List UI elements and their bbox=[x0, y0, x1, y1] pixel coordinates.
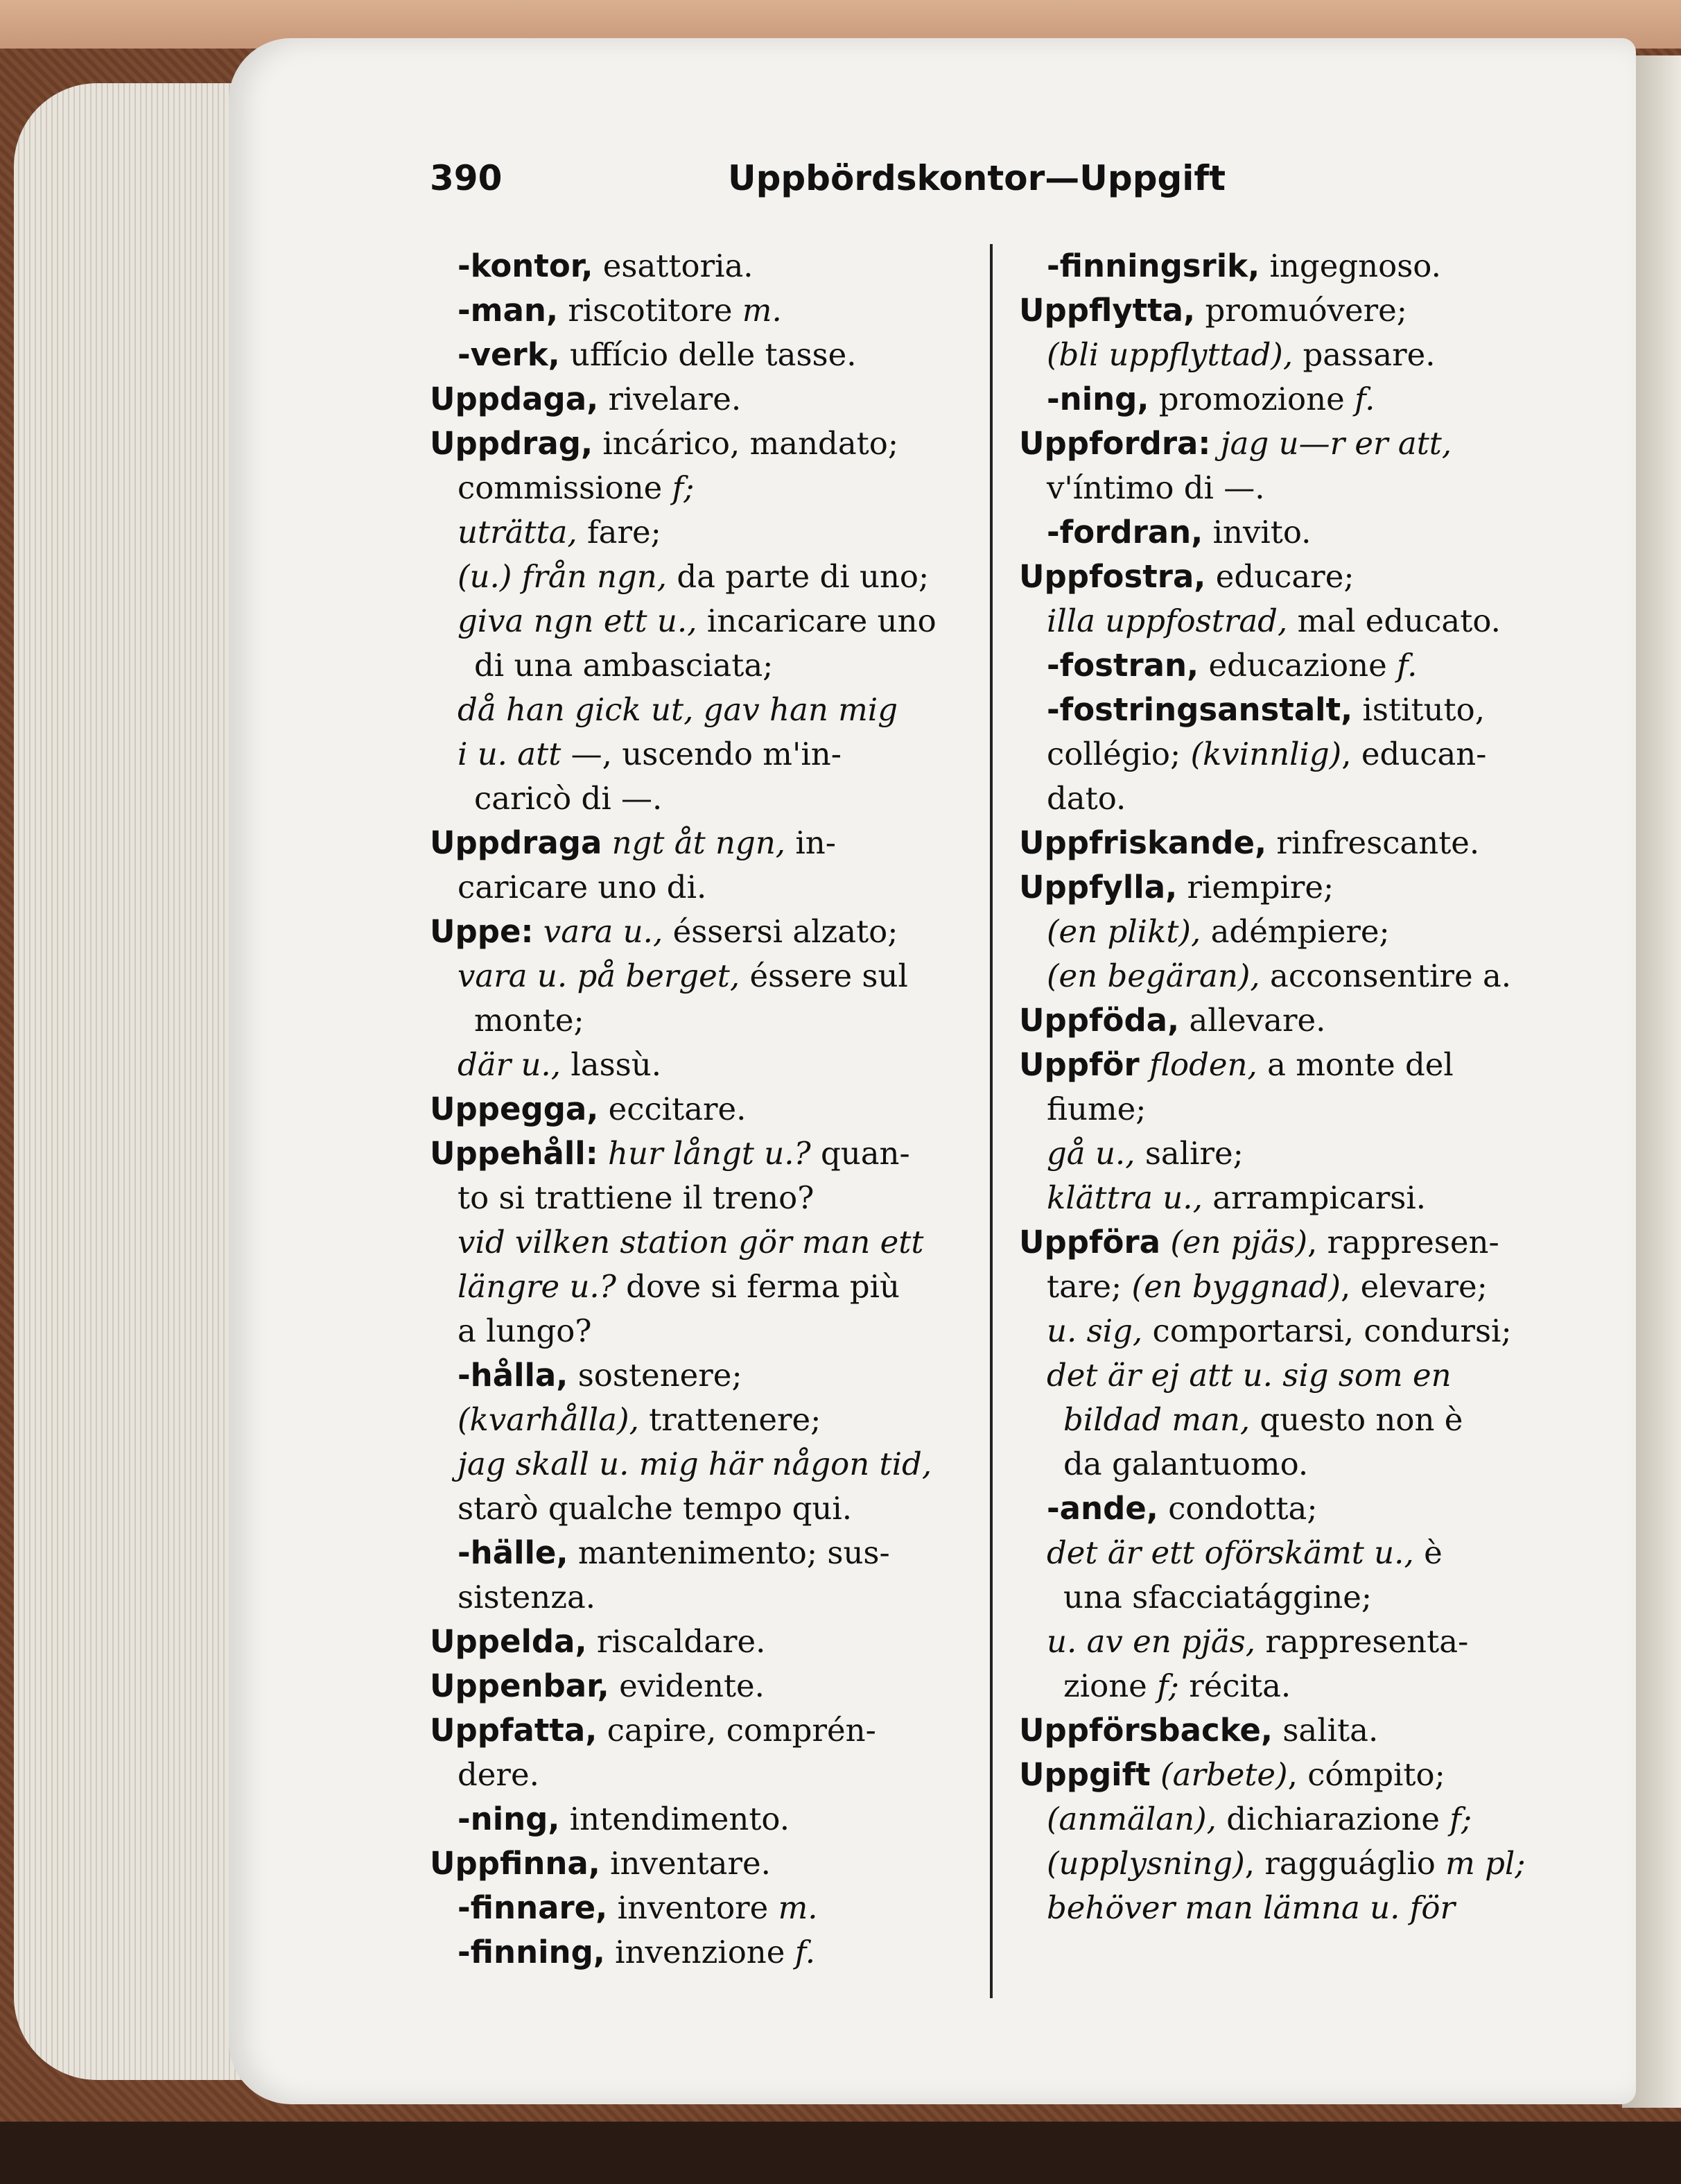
definition-text: zione bbox=[1063, 1667, 1158, 1704]
definition-text: istituto, bbox=[1352, 691, 1486, 728]
dictionary-line bbox=[1019, 1664, 1574, 1708]
italic-phrase: u. sig, bbox=[1047, 1312, 1143, 1349]
italic-phrase: (u.) från ngn, bbox=[458, 558, 668, 595]
headword: -finning, bbox=[458, 1934, 605, 1970]
italic-phrase: där u., bbox=[458, 1046, 561, 1083]
page-header bbox=[430, 158, 1331, 214]
headword: -kontor, bbox=[458, 248, 593, 284]
dictionary-line bbox=[1019, 1620, 1574, 1664]
dictionary-line bbox=[430, 1309, 970, 1353]
definition-text: educare; bbox=[1205, 558, 1355, 595]
dictionary-line bbox=[1019, 1487, 1574, 1531]
italic-phrase: (kvinnlig) bbox=[1190, 736, 1342, 772]
headword: -verk, bbox=[458, 336, 560, 373]
dictionary-line bbox=[430, 1353, 970, 1398]
dictionary-line bbox=[1019, 599, 1574, 643]
definition-text: riscaldare. bbox=[586, 1623, 766, 1660]
dictionary-line bbox=[1019, 333, 1574, 377]
dictionary-line bbox=[430, 998, 970, 1043]
definition-text: a lungo? bbox=[458, 1312, 592, 1349]
headword: Uppehåll: bbox=[430, 1135, 598, 1172]
definition-text: rinfrescante. bbox=[1266, 824, 1480, 861]
definition-text: éssersi alzato; bbox=[663, 913, 898, 950]
italic-phrase: uträtta, bbox=[458, 514, 577, 551]
dictionary-line bbox=[1019, 821, 1574, 865]
definition-text: récita. bbox=[1178, 1667, 1291, 1704]
dictionary-line bbox=[1019, 422, 1574, 466]
headword: Uppfostra, bbox=[1019, 558, 1206, 595]
headword: Uppegga, bbox=[430, 1091, 599, 1127]
italic-phrase: det är ej att u. sig som en bbox=[1047, 1357, 1452, 1394]
headword: Uppfylla, bbox=[1019, 869, 1178, 905]
definition-text: condotta; bbox=[1158, 1490, 1318, 1527]
definition-text: a monte del bbox=[1257, 1046, 1454, 1083]
dictionary-line bbox=[1019, 1309, 1574, 1353]
definition-text: éssere sul bbox=[740, 957, 908, 994]
definition-text: di una ambasciata; bbox=[474, 647, 774, 684]
dictionary-line bbox=[430, 1265, 970, 1309]
dictionary-line bbox=[1019, 1442, 1574, 1487]
italic-phrase: då han gick ut, gav han mig bbox=[458, 691, 898, 728]
definition-text: —, uscendo m'in- bbox=[561, 736, 842, 772]
italic-phrase: f; bbox=[672, 469, 695, 506]
definition-text: incárico, mandato; bbox=[593, 425, 899, 462]
dictionary-line bbox=[430, 1664, 970, 1708]
dictionary-line bbox=[430, 1575, 970, 1620]
headword: -fostran, bbox=[1047, 647, 1199, 684]
definition-text: sostenere; bbox=[568, 1357, 742, 1394]
dictionary-line bbox=[1019, 777, 1574, 821]
dictionary-line bbox=[1019, 377, 1574, 422]
definition-text: esattoria. bbox=[593, 248, 754, 284]
dictionary-line bbox=[430, 1886, 970, 1930]
left-column bbox=[430, 244, 970, 1975]
definition-text: , elevare; bbox=[1341, 1268, 1488, 1305]
headword: Uppfinna, bbox=[430, 1845, 600, 1882]
definition-text: lassù. bbox=[561, 1046, 662, 1083]
dictionary-line bbox=[430, 954, 970, 998]
page-number: 390 bbox=[430, 158, 503, 198]
running-head: Uppbördskontor—Uppgift bbox=[728, 158, 1226, 198]
dictionary-line bbox=[430, 821, 970, 865]
definition-text: acconsentire a. bbox=[1260, 957, 1512, 994]
headword: Uppdrag, bbox=[430, 425, 593, 462]
definition-text: collégio; bbox=[1047, 736, 1191, 772]
definition-text: fiume; bbox=[1047, 1091, 1147, 1127]
definition-text: adémpiere; bbox=[1201, 913, 1390, 950]
definition-text: dichiarazione bbox=[1216, 1801, 1450, 1837]
dictionary-line bbox=[430, 1930, 970, 1975]
definition-text: , educan- bbox=[1341, 736, 1487, 772]
dictionary-line bbox=[1019, 954, 1574, 998]
italic-phrase: det är ett oförskämt u., bbox=[1047, 1534, 1414, 1571]
dictionary-line bbox=[430, 1620, 970, 1664]
italic-phrase: m. bbox=[778, 1889, 818, 1926]
definition-text: salita. bbox=[1273, 1712, 1379, 1749]
headword: Uppföda, bbox=[1019, 1002, 1180, 1039]
definition-text: passare. bbox=[1293, 336, 1436, 373]
dictionary-line bbox=[1019, 1043, 1574, 1087]
dictionary-line bbox=[1019, 998, 1574, 1043]
italic-phrase: längre u.? bbox=[458, 1268, 616, 1305]
definition-text: comportarsi, condursi; bbox=[1142, 1312, 1512, 1349]
definition-text: dato. bbox=[1047, 780, 1126, 817]
definition-text: to si trattiene il treno? bbox=[458, 1179, 815, 1216]
headword: Uppfatta, bbox=[430, 1712, 598, 1749]
headword: Uppförsbacke, bbox=[1019, 1712, 1273, 1749]
italic-phrase: behöver man lämna u. för bbox=[1047, 1889, 1456, 1926]
definition-text: ingegnoso. bbox=[1260, 248, 1441, 284]
italic-phrase: (en byggnad) bbox=[1131, 1268, 1341, 1305]
dictionary-line bbox=[1019, 1841, 1574, 1886]
definition-text: monte; bbox=[474, 1002, 584, 1039]
dictionary-line bbox=[430, 333, 970, 377]
column-divider bbox=[990, 244, 993, 1998]
dictionary-line bbox=[430, 1708, 970, 1753]
dictionary-line bbox=[1019, 910, 1574, 954]
definition-text: riempire; bbox=[1177, 869, 1334, 905]
definition-text: commissione bbox=[458, 469, 672, 506]
definition-text: quan- bbox=[810, 1135, 910, 1172]
italic-phrase: jag skall u. mig här någon tid, bbox=[458, 1446, 932, 1482]
dictionary-line bbox=[1019, 688, 1574, 732]
headword: -ning, bbox=[1047, 381, 1149, 417]
dictionary-line bbox=[430, 510, 970, 555]
headword: -hälle, bbox=[458, 1534, 568, 1571]
headword: -ning, bbox=[458, 1801, 560, 1837]
dictionary-line bbox=[430, 377, 970, 422]
definition-text: questo non è bbox=[1250, 1401, 1463, 1438]
definition-text: mantenimento; sus- bbox=[568, 1534, 890, 1571]
dictionary-line bbox=[1019, 555, 1574, 599]
definition-text: in- bbox=[785, 824, 836, 861]
dictionary-line bbox=[1019, 1176, 1574, 1220]
italic-phrase: (en plikt), bbox=[1047, 913, 1201, 950]
definition-text: eccitare. bbox=[598, 1091, 747, 1127]
headword: -finningsrik, bbox=[1047, 248, 1260, 284]
italic-phrase: f. bbox=[1355, 381, 1375, 417]
italic-phrase: (anmälan), bbox=[1047, 1801, 1217, 1837]
dictionary-line bbox=[430, 422, 970, 466]
definition-text: fare; bbox=[577, 514, 661, 551]
dictionary-line bbox=[1019, 1531, 1574, 1575]
dictionary-line bbox=[430, 288, 970, 333]
italic-phrase: ngt åt ngn, bbox=[602, 824, 786, 861]
italic-phrase: m. bbox=[742, 292, 782, 329]
headword: Uppdaga, bbox=[430, 381, 599, 417]
definition-text: capire, comprén- bbox=[597, 1712, 876, 1749]
dictionary-line bbox=[1019, 466, 1574, 510]
dictionary-line bbox=[430, 732, 970, 777]
headword: Uppgift bbox=[1019, 1756, 1151, 1793]
dictionary-line bbox=[430, 1841, 970, 1886]
dictionary-line bbox=[430, 865, 970, 910]
definition-text: caricare uno di. bbox=[458, 869, 707, 905]
italic-phrase: f. bbox=[1397, 647, 1418, 684]
dictionary-line bbox=[1019, 1753, 1574, 1797]
definition-text: inventore bbox=[607, 1889, 778, 1926]
dictionary-line bbox=[1019, 1797, 1574, 1841]
dictionary-line bbox=[1019, 1132, 1574, 1176]
definition-text: uffício delle tasse. bbox=[559, 336, 857, 373]
definition-text: arrampicarsi. bbox=[1202, 1179, 1427, 1216]
definition-text: rivelare. bbox=[598, 381, 742, 417]
dictionary-line bbox=[1019, 510, 1574, 555]
definition-text: allevare. bbox=[1179, 1002, 1326, 1039]
dictionary-line bbox=[430, 643, 970, 688]
definition-text: , rappresen- bbox=[1307, 1224, 1499, 1260]
dictionary-line bbox=[1019, 865, 1574, 910]
italic-phrase: f; bbox=[1157, 1667, 1179, 1704]
italic-phrase: m pl; bbox=[1445, 1845, 1526, 1882]
dictionary-line bbox=[1019, 643, 1574, 688]
definition-text: riscotitore bbox=[558, 292, 742, 329]
italic-phrase: floden, bbox=[1139, 1046, 1257, 1083]
dark-surface-bottom bbox=[0, 2122, 1681, 2184]
definition-text: educazione bbox=[1199, 647, 1397, 684]
definition-text: promozione bbox=[1149, 381, 1355, 417]
dictionary-line bbox=[430, 466, 970, 510]
italic-phrase: f. bbox=[794, 1934, 816, 1970]
definition-text: invenzione bbox=[604, 1934, 795, 1970]
definition-text: trattenere; bbox=[638, 1401, 821, 1438]
definition-text: rappresenta- bbox=[1255, 1623, 1469, 1660]
headword: -fostringsanstalt, bbox=[1047, 691, 1353, 728]
dictionary-line bbox=[1019, 1087, 1574, 1132]
definition-text: salire; bbox=[1135, 1135, 1244, 1172]
definition-text: sistenza. bbox=[458, 1579, 596, 1615]
definition-text: da galantuomo. bbox=[1063, 1446, 1309, 1482]
headword: -finnare, bbox=[458, 1889, 608, 1926]
definition-text: invito. bbox=[1203, 514, 1312, 551]
headword: -fordran, bbox=[1047, 514, 1203, 551]
italic-phrase: (bli uppflyttad), bbox=[1047, 336, 1294, 373]
italic-phrase: jag u—r er att, bbox=[1210, 425, 1452, 462]
definition-text: da parte di uno; bbox=[667, 558, 930, 595]
dictionary-line bbox=[430, 688, 970, 732]
dictionary-line bbox=[430, 1132, 970, 1176]
definition-text: tare; bbox=[1047, 1268, 1132, 1305]
italic-phrase: gå u., bbox=[1047, 1135, 1135, 1172]
italic-phrase: (kvarhålla), bbox=[458, 1401, 639, 1438]
definition-text: dove si ferma più bbox=[616, 1268, 900, 1305]
dictionary-line bbox=[1019, 1353, 1574, 1398]
dictionary-line bbox=[430, 555, 970, 599]
italic-phrase: hur långt u.? bbox=[598, 1135, 811, 1172]
definition-text: v'íntimo di —. bbox=[1047, 469, 1265, 506]
headword: Uppflytta, bbox=[1019, 292, 1196, 329]
definition-text: è bbox=[1413, 1534, 1443, 1571]
headword: Uppföra bbox=[1019, 1224, 1161, 1260]
definition-text: evidente. bbox=[609, 1667, 765, 1704]
dictionary-line bbox=[430, 910, 970, 954]
dictionary-line bbox=[430, 244, 970, 288]
definition-text: , ragguáglio bbox=[1244, 1845, 1446, 1882]
italic-phrase: illa uppfostrad, bbox=[1047, 603, 1288, 639]
dictionary-line bbox=[430, 1531, 970, 1575]
dictionary-line bbox=[430, 1087, 970, 1132]
right-column bbox=[1019, 244, 1574, 1930]
italic-phrase: (arbete) bbox=[1150, 1756, 1288, 1793]
dictionary-line bbox=[430, 1753, 970, 1797]
dictionary-line bbox=[430, 599, 970, 643]
dictionary-line bbox=[430, 1176, 970, 1220]
definition-text: una sfacciatággine; bbox=[1063, 1579, 1372, 1615]
italic-phrase: (en pjäs) bbox=[1160, 1224, 1308, 1260]
dictionary-line bbox=[1019, 288, 1574, 333]
italic-phrase: vid vilken station gör man ett bbox=[458, 1224, 924, 1260]
dictionary-line bbox=[1019, 1708, 1574, 1753]
dictionary-line bbox=[1019, 1220, 1574, 1265]
italic-phrase: klättra u., bbox=[1047, 1179, 1203, 1216]
definition-text: incaricare uno bbox=[697, 603, 937, 639]
dictionary-line bbox=[1019, 1575, 1574, 1620]
definition-text: inventare. bbox=[600, 1845, 771, 1882]
dictionary-line bbox=[430, 1797, 970, 1841]
headword: Uppfordra: bbox=[1019, 425, 1211, 462]
dictionary-line bbox=[1019, 1886, 1574, 1930]
italic-phrase: bildad man, bbox=[1063, 1401, 1251, 1438]
headword: Uppdraga bbox=[430, 824, 602, 861]
definition-text: , cómpito; bbox=[1287, 1756, 1445, 1793]
italic-phrase: vara u., bbox=[533, 913, 663, 950]
dictionary-line bbox=[430, 1043, 970, 1087]
italic-phrase: (en begäran), bbox=[1047, 957, 1260, 994]
definition-text: dere. bbox=[458, 1756, 539, 1793]
definition-text: intendimento. bbox=[559, 1801, 790, 1837]
definition-text: caricò di —. bbox=[474, 780, 663, 817]
headword: Uppe: bbox=[430, 913, 534, 950]
headword: Uppelda, bbox=[430, 1623, 587, 1660]
headword: Uppför bbox=[1019, 1046, 1140, 1083]
headword: -ande, bbox=[1047, 1490, 1158, 1527]
italic-phrase: u. av en pjäs, bbox=[1047, 1623, 1256, 1660]
italic-phrase: i u. att bbox=[458, 736, 561, 772]
dictionary-line bbox=[430, 1220, 970, 1265]
headword: -hålla, bbox=[458, 1357, 568, 1394]
dictionary-line bbox=[1019, 244, 1574, 288]
dictionary-line bbox=[430, 1487, 970, 1531]
italic-phrase: (upplysning) bbox=[1047, 1845, 1245, 1882]
headword: Uppfriskande, bbox=[1019, 824, 1267, 861]
italic-phrase: f; bbox=[1449, 1801, 1472, 1837]
italic-phrase: giva ngn ett u., bbox=[458, 603, 697, 639]
headword: Uppenbar, bbox=[430, 1667, 609, 1704]
dictionary-line bbox=[430, 1442, 970, 1487]
definition-text: starò qualche tempo qui. bbox=[458, 1490, 853, 1527]
definition-text: promuóvere; bbox=[1195, 292, 1407, 329]
headword: -man, bbox=[458, 292, 559, 329]
italic-phrase: vara u. på berget, bbox=[458, 957, 740, 994]
dictionary-line bbox=[1019, 732, 1574, 777]
dictionary-line bbox=[430, 1398, 970, 1442]
definition-text: mal educato. bbox=[1287, 603, 1501, 639]
dictionary-line bbox=[1019, 1398, 1574, 1442]
dictionary-line bbox=[1019, 1265, 1574, 1309]
dictionary-line bbox=[430, 777, 970, 821]
